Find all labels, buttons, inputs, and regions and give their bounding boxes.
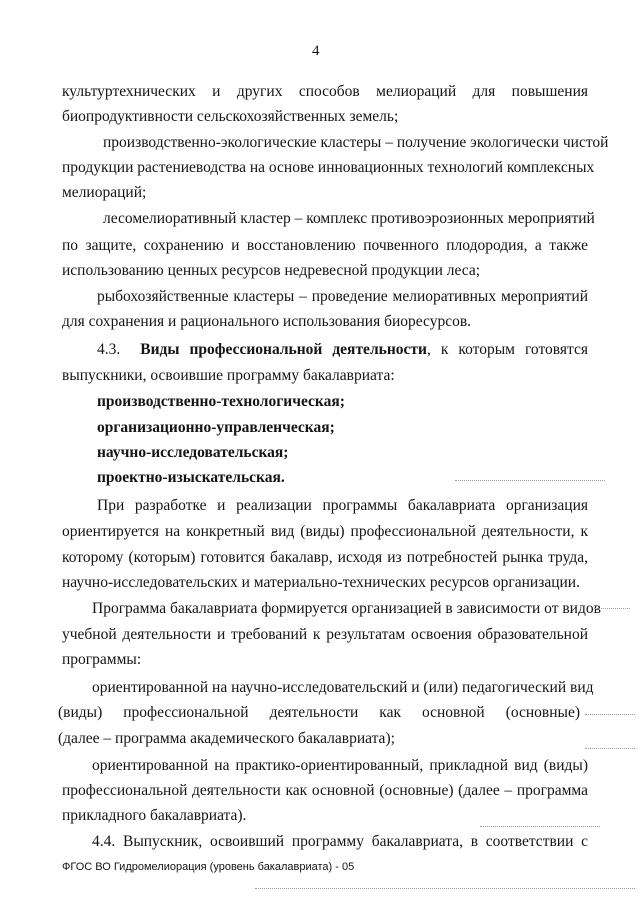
text-line: использованию ценных ресурсов недревесной продукции леса; — [62, 262, 481, 279]
activity-type: проектно-изыскательская. — [97, 469, 285, 486]
text-line: выпускники, освоившие программу бакалавриата: — [62, 367, 395, 384]
text-line: прикладного бакалавриата). — [62, 807, 247, 824]
text-line: производственно-экологические кластеры – получение экологически чистой — [103, 134, 609, 151]
text-line: ориентированной на практико-ориентированный, прикладной вид (виды) — [92, 757, 588, 774]
text-line: продукции растениеводства на основе инновационных технологий комплексных — [62, 159, 595, 176]
activity-type: производственно-технологическая; — [97, 393, 345, 410]
text-line: (далее – программа академического бакалавриата); — [58, 730, 395, 747]
text-line: программы: — [62, 651, 142, 668]
text-line: ориентируется на конкретный вид (виды) профессиональной деятельности, к — [62, 523, 588, 540]
footer: ФГОС ВО Гидромелиорация (уровень бакалавриата) - 05 — [62, 861, 355, 873]
text-line: профессиональной деятельности как основной (основные) (далее – программа — [62, 782, 588, 799]
page-number: 4 — [312, 43, 320, 59]
text-line: биопродуктивности сельскохозяйственных земель; — [62, 108, 399, 125]
activity-type: научно-исследовательская; — [97, 444, 289, 461]
text-line: научно-исследовательских и материально-технических ресурсов организации. — [62, 574, 580, 591]
scan-mark — [594, 608, 630, 609]
text-line: мелиораций; — [62, 184, 147, 201]
text-line: по защите, сохранению и восстановлению почвенного плодородия, а также — [62, 237, 588, 254]
text-line: для сохранения и рационального использования биоресурсов. — [62, 313, 472, 330]
scan-mark — [585, 714, 635, 715]
text-line: которому (которым) готовится бакалавр, исходя из потребностей рынка труда, — [62, 549, 588, 566]
text-line: Программа бакалавриата формируется организацией в зависимости от видов — [92, 600, 601, 617]
section-4-3-line — [97, 340, 588, 360]
scan-mark — [255, 888, 635, 889]
section-heading: Виды профессиональной деятельности — [140, 341, 427, 358]
scan-mark — [480, 826, 600, 827]
text-line: лесомелиоративный кластер – комплекс противоэрозионных мероприятий — [103, 210, 595, 227]
text-line: 4.4. Выпускник, освоивший программу бакалавриата, в соответствии с — [92, 833, 588, 850]
text-line: При разработке и реализации программы бакалавриата организация — [97, 497, 588, 514]
text-line: ориентированной на научно-исследовательский и (или) педагогический вид — [92, 679, 594, 696]
text-line: рыбохозяйственные кластеры – проведение мелиоративных мероприятий — [97, 288, 588, 305]
section-number: 4.3. — [97, 341, 121, 358]
activity-type: организационно-управленческая; — [97, 419, 335, 436]
text-line: культуртехнических и других способов мелиораций для повышения — [62, 83, 588, 100]
text-line: (виды) профессиональной деятельности как основной (основные) — [58, 704, 580, 721]
text-line: учебной деятельности и требований к результатам освоения образовательной — [62, 626, 588, 643]
scan-mark — [585, 748, 635, 749]
scan-mark — [455, 480, 605, 481]
section-heading-rest: , к которым готовятся — [426, 341, 589, 358]
